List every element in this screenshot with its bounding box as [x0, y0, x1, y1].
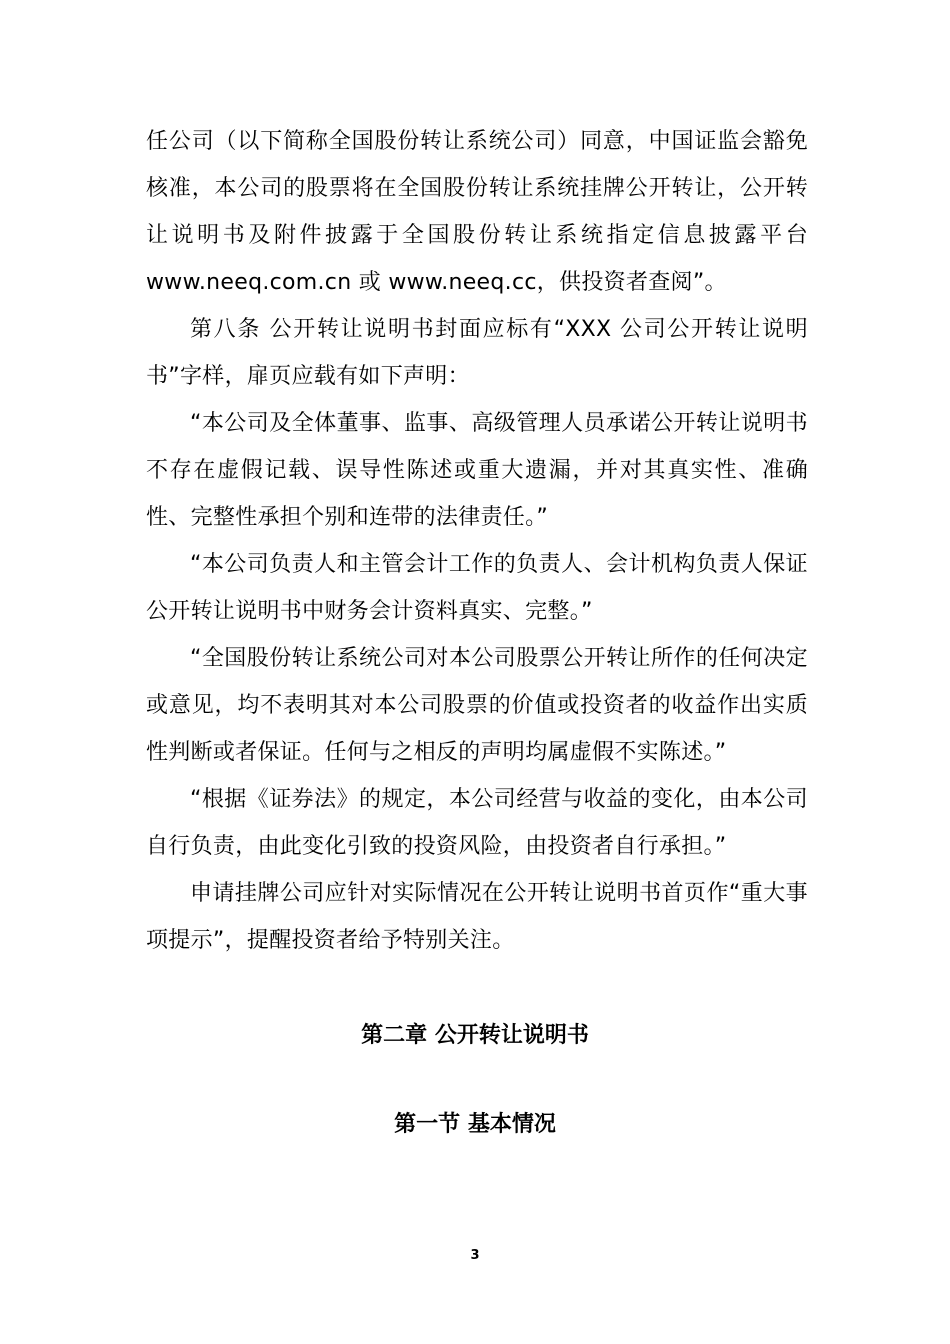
- paragraph-declaration-accounting: “本公司负责人和主管会计工作的负责人、会计机构负责人保证公开转让说明书中财务会计资料真实、完整。”: [146, 552, 808, 624]
- paragraph-continuation: 任公司（以下简称全国股份转让系统公司）同意，中国证监会豁免核准，本公司的股票将在全国股份转让系统挂牌公开转让，公开转让说明书及附件披露于全国股份转让系统指定信息披露平台 www.neeq.com.cn 或 www.neeq.cc，供投资者查阅”。: [146, 129, 808, 295]
- paragraph-declaration-system: “全国股份转让系统公司对本公司股票公开转让所作的任何决定或意见，均不表明其对本公司股票的价值或投资者的收益作出实质性判断或者保证。任何与之相反的声明均属虚假不实陈述。”: [146, 646, 808, 765]
- paragraph-declaration-directors: “本公司及全体董事、监事、高级管理人员承诺公开转让说明书不存在虚假记载、误导性陈述或重大遗漏，并对其真实性、准确性、完整性承担个别和连带的法律责任。”: [146, 411, 808, 530]
- page-number: 3: [470, 1248, 480, 1263]
- document-body: [146, 118, 808, 964]
- chapter-heading: 第二章 公开转让说明书: [361, 1023, 589, 1048]
- paragraph-major-items-notice: 申请挂牌公司应针对实际情况在公开转让说明书首页作“重大事项提示”，提醒投资者给予特别关注。: [146, 881, 808, 953]
- paragraph-article-8: 第八条 公开转让说明书封面应标有“XXX 公司公开转让说明书”字样，扉页应载有如下声明：: [146, 317, 808, 389]
- section-heading: 第一节 基本情况: [394, 1112, 556, 1137]
- paragraph-declaration-securities-law: “根据《证券法》的规定，本公司经营与收益的变化，由本公司自行负责，由此变化引致的投资风险，由投资者自行承担。”: [146, 787, 808, 859]
